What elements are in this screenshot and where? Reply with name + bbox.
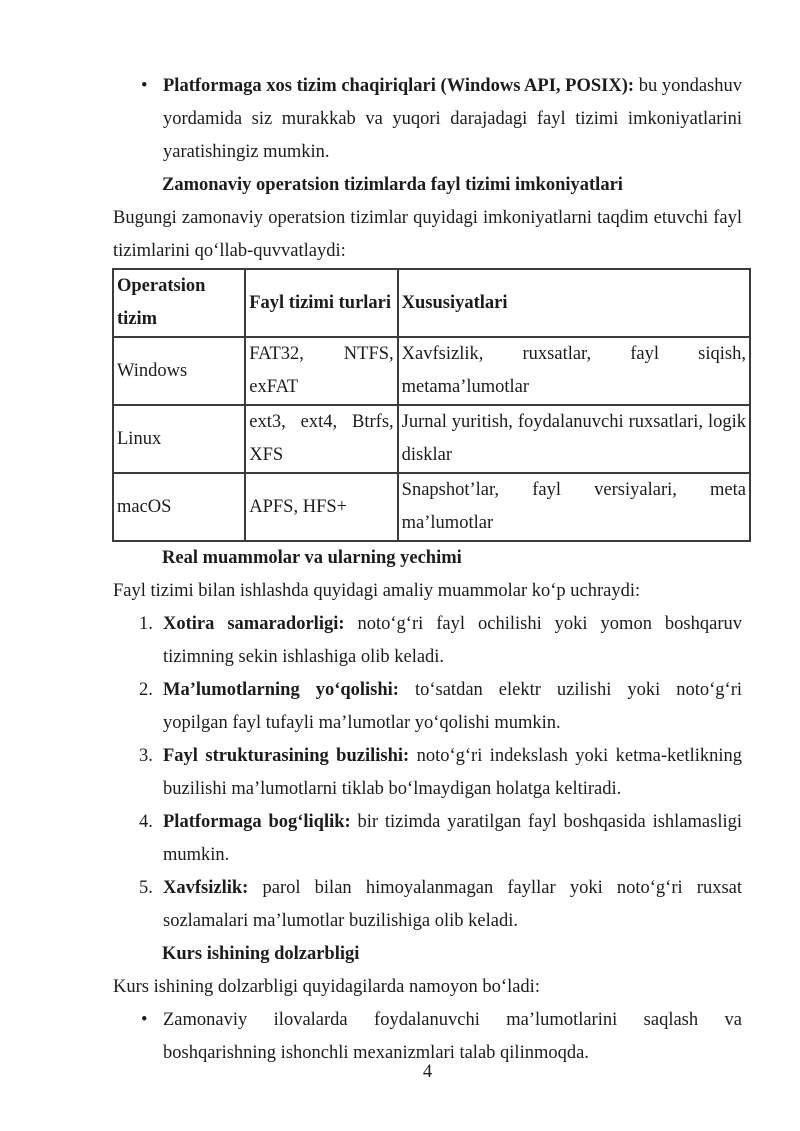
- list-number: 3.: [139, 746, 153, 766]
- list-number: 5.: [139, 878, 153, 898]
- heading-modern-os: Zamonaviy operatsion tizimlarda fayl tizimi imkoniyatlari: [162, 175, 623, 195]
- filesystem-table: [112, 268, 751, 542]
- list-number: 4.: [139, 812, 153, 832]
- bullet-item-platform-calls: [113, 70, 742, 169]
- bullet-rest-text: bu yondashuv yordamida siz murakkab va yuqori darajadagi fayl tizimi imkoniyatlarini yaratishingiz mumkin.: [163, 76, 742, 162]
- item-rest-text: to‘satdan elektr uzilishi yoki noto‘g‘ri yopilgan fayl tufayli ma’lumotlar yo‘qolishi mumkin.: [163, 680, 743, 733]
- numbered-item-structure-corruption: [113, 740, 742, 806]
- column-header-features: Xususiyatlari: [398, 269, 750, 337]
- item-rest-text: noto‘g‘ri indekslash yoki ketma-ketlikning buzilishi ma’lumotlarni tiklab bo‘lmaydigan holatga keltiradi.: [163, 746, 743, 799]
- list-number: 2.: [139, 680, 153, 700]
- numbered-item-security: [113, 872, 742, 938]
- cell-types: APFS, HFS+: [245, 473, 397, 541]
- cell-types: FAT32, NTFS, exFAT: [245, 337, 397, 405]
- paragraph-problems-intro: Fayl tizimi bilan ishlashda quyidagi amaliy muammolar ko‘p uchraydi:: [113, 581, 641, 601]
- table-row-macos: [113, 473, 750, 541]
- item-rest-text: parol bilan himoyalanmagan fayllar yoki noto‘g‘ri ruxsat sozlamalari ma’lumotlar buzilishiga olib keladi.: [163, 878, 743, 931]
- cell-os: macOS: [113, 473, 245, 541]
- bullet-marker: •: [141, 76, 148, 96]
- column-header-types: Fayl tizimi turlari: [245, 269, 397, 337]
- bullet-lead-text: Platformaga xos tizim chaqiriqlari (Windows API, POSIX):: [163, 76, 635, 96]
- table-row-windows: [113, 337, 750, 405]
- item-lead-text: Platformaga bog‘liqlik:: [163, 812, 351, 832]
- page-number: 4: [422, 1062, 433, 1082]
- table-row-linux: [113, 405, 750, 473]
- item-lead-text: Xotira samaradorligi:: [163, 614, 345, 634]
- cell-features: Snapshot’lar, fayl versiyalari, meta ma’lumotlar: [398, 473, 750, 541]
- paragraph-modern-os-intro: Bugungi zamonaviy operatsion tizimlar quyidagi imkoniyatlarni taqdim etuvchi fayl tizimlarini qo‘llab-quvvatlaydi:: [113, 208, 742, 261]
- item-lead-text: Ma’lumotlarning yo‘qolishi:: [163, 680, 399, 700]
- bullet-text: Zamonaviy ilovalarda foydalanuvchi ma’lumotlarini saqlash va boshqarishning ishonchli mexanizmlari talab qilinmoqda.: [163, 1010, 742, 1063]
- column-header-os: Operatsion tizim: [113, 269, 245, 337]
- item-lead-text: Fayl strukturasining buzilishi:: [163, 746, 410, 766]
- cell-os: Windows: [113, 337, 245, 405]
- numbered-list-problems: [113, 608, 742, 938]
- item-rest-text: noto‘g‘ri fayl ochilishi yoki yomon boshqaruv tizimning sekin ishlashiga olib keladi.: [163, 614, 742, 667]
- cell-types: ext3, ext4, Btrfs, XFS: [245, 405, 397, 473]
- item-rest-text: bir tizimda yaratilgan fayl boshqasida ishlamasligi mumkin.: [163, 812, 742, 865]
- bullet-item-modern-apps: [113, 1004, 742, 1070]
- numbered-item-platform-dependency: [113, 806, 742, 872]
- bullet-marker: •: [141, 1010, 148, 1030]
- heading-course-relevance: Kurs ishining dolzarbligi: [162, 944, 360, 964]
- item-lead-text: Xavfsizlik:: [163, 878, 249, 898]
- cell-features: Xavfsizlik, ruxsatlar, fayl siqish, metama’lumotlar: [398, 337, 750, 405]
- list-number: 1.: [139, 614, 153, 634]
- numbered-item-data-loss: [113, 674, 742, 740]
- cell-features: Jurnal yuritish, foydalanuvchi ruxsatlari, logik disklar: [398, 405, 750, 473]
- numbered-item-memory: [113, 608, 742, 674]
- cell-os: Linux: [113, 405, 245, 473]
- table-header-row: [113, 269, 750, 337]
- heading-real-problems: Real muammolar va ularning yechimi: [162, 548, 462, 568]
- paragraph-relevance-intro: Kurs ishining dolzarbligi quyidagilarda namoyon bo‘ladi:: [113, 977, 540, 997]
